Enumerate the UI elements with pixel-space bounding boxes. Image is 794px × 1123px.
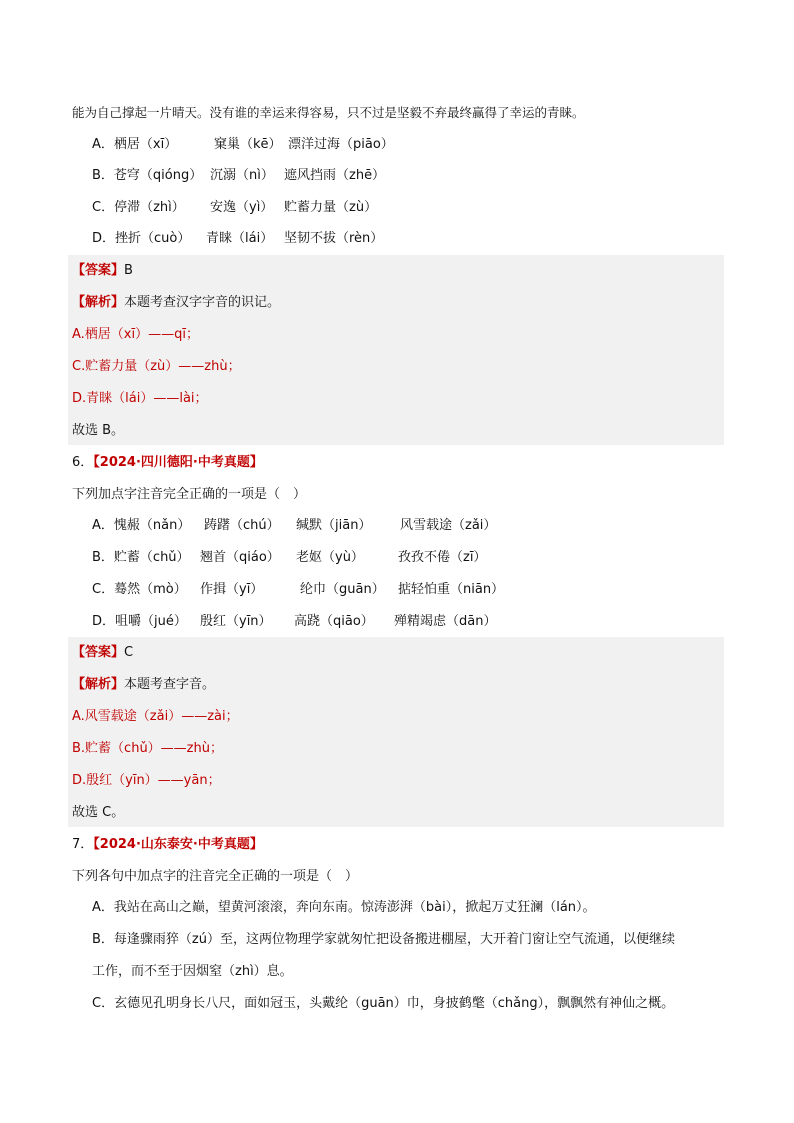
- q6-opt-a-3: 缄默（jiān）: [296, 518, 372, 533]
- q6-line-a: A.风雪载途（zǎi）——zài；: [72, 709, 239, 724]
- q5-option-c: [92, 198, 378, 218]
- q6-answer-block: [68, 637, 724, 827]
- q7-option-b: B．每逢骤雨猝（zú）至，这两位物理学家就匆忙把设备搬进棚屋，大开着门窗让空气流通，以便继续: [92, 932, 675, 947]
- q6-option-c: [92, 580, 505, 600]
- q5-line-d: D.青睐（lái）——lài；: [72, 391, 208, 406]
- answer-value: C: [124, 645, 134, 660]
- q6-opt-b-1: B．贮蓄（chǔ）: [92, 550, 190, 565]
- q6-answer: [72, 643, 133, 663]
- q5-answer: [72, 261, 133, 281]
- q6-analysis: [72, 675, 215, 695]
- q5-answer-block: [68, 255, 724, 445]
- q5-opt-a-2: 窠巢（kē）: [214, 137, 282, 152]
- q6-stem: 下列加点字注音完全正确的一项是（ ）: [72, 487, 307, 502]
- q6-heading: [72, 453, 263, 473]
- q6-opt-a-2: 踌躇（chú）: [204, 518, 280, 533]
- q5-opt-d-3: 坚韧不拔（rèn）: [284, 231, 384, 246]
- q5-opt-b-2: 沉溺（nì）: [210, 168, 274, 183]
- q6-option-d: [92, 612, 497, 632]
- analysis-text: 本题考查字音。: [124, 677, 216, 692]
- q5-line-a: A.栖居（xī）——qī；: [72, 327, 199, 342]
- q6-number: 6．: [72, 455, 94, 470]
- analysis-tag: 【解析】: [72, 295, 125, 310]
- q6-option-b: [92, 548, 487, 568]
- q6-opt-d-3: 高跷（qiāo）: [294, 614, 374, 629]
- q5-opt-c-2: 安逸（yì）: [210, 200, 274, 215]
- q7-option-a: A．我站在高山之巅，望黄河滚滚，奔向东南。惊涛澎湃（bài），掀起万丈狂澜（lán）。: [92, 900, 596, 915]
- q5-opt-b-1: B．苍穹（qióng）: [92, 168, 203, 183]
- analysis-tag: 【解析】: [72, 677, 125, 692]
- q6-opt-a-1: A．愧赧（nǎn）: [92, 518, 191, 533]
- q5-option-b: [92, 166, 386, 186]
- q5-opt-d-2: 青睐（lái）: [206, 231, 274, 246]
- q6-opt-b-3: 老妪（yù）: [296, 550, 364, 565]
- answer-tag: 【答案】: [72, 645, 125, 660]
- q6-opt-b-4: 孜孜不倦（zī）: [398, 550, 487, 565]
- q5-conclusion: 故选 B。: [72, 423, 125, 438]
- q6-conclusion: 故选 C。: [72, 805, 125, 820]
- q5-opt-c-3: 贮蓄力量（zù）: [284, 200, 378, 215]
- q6-opt-d-4: 殚精竭虑（dān）: [394, 614, 497, 629]
- q6-opt-d-2: 殷红（yīn）: [200, 614, 272, 629]
- q6-opt-c-3: 纶巾（guān）: [300, 582, 385, 597]
- q5-opt-a-1: A．栖居（xī）: [92, 137, 178, 152]
- q5-opt-a-3: 漂洋过海（piāo）: [288, 137, 394, 152]
- q5-opt-b-3: 遮风挡雨（zhē）: [284, 168, 386, 183]
- q6-opt-a-4: 风雪载途（zǎi）: [400, 518, 497, 533]
- analysis-text: 本题考查汉字字音的识记。: [124, 295, 281, 310]
- q6-line-b: B.贮蓄（chǔ）——zhù；: [72, 741, 223, 756]
- q7-stem: 下列各句中加点字的注音完全正确的一项是（ ）: [72, 869, 359, 884]
- q5-opt-c-1: C．停滞（zhì）: [92, 200, 185, 215]
- q7-source: 【2024·山东泰安·中考真题】: [93, 837, 263, 852]
- q6-opt-b-2: 翘首（qiáo）: [200, 550, 280, 565]
- q6-opt-c-1: C．蓦然（mò）: [92, 582, 187, 597]
- q7-heading: [72, 835, 263, 855]
- q5-option-d: [92, 229, 384, 249]
- q5-analysis: [72, 293, 280, 313]
- q7-option-c: C．玄德见孔明身长八尺，面如冠玉，头戴纶（guān）巾，身披鹤氅（chǎng），飘飘然有神仙之概。: [92, 996, 675, 1011]
- answer-value: B: [124, 263, 133, 278]
- intro-line: 能为自己撑起一片晴天。没有谁的幸运来得容易，只不过是坚毅不弃最终赢得了幸运的青睐。: [72, 105, 585, 120]
- q6-opt-d-1: D．咀嚼（jué）: [92, 614, 187, 629]
- q5-line-c: C.贮蓄力量（zù）——zhù；: [72, 359, 241, 374]
- q5-option-a: [92, 135, 394, 155]
- q7-number: 7．: [72, 837, 94, 852]
- q7-option-b-cont: 工作，而不至于因烟窒（zhì）息。: [92, 964, 293, 979]
- answer-tag: 【答案】: [72, 263, 125, 278]
- q6-option-a: [92, 516, 497, 536]
- q6-opt-c-4: 掂轻怕重（niān）: [398, 582, 505, 597]
- q6-source: 【2024·四川德阳·中考真题】: [93, 455, 263, 470]
- q5-opt-d-1: D．挫折（cuò）: [92, 231, 191, 246]
- q6-opt-c-2: 作揖（yī）: [200, 582, 264, 597]
- q6-line-d: D.殷红（yīn）——yān；: [72, 773, 221, 788]
